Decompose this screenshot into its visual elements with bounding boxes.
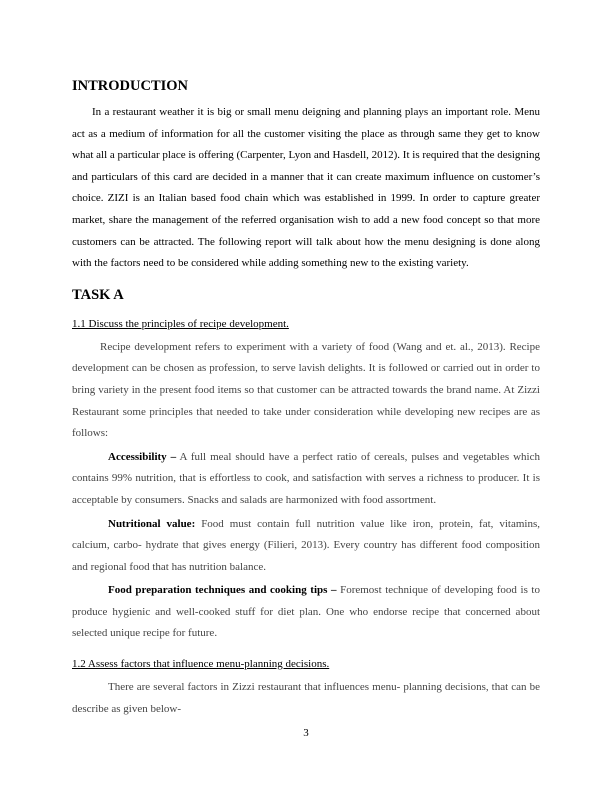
section-1-2-paragraph: There are several factors in Zizzi restaurant that influences menu- planning decisions, that can be describe as given below-	[72, 681, 540, 715]
introduction-heading: INTRODUCTION	[72, 78, 189, 94]
page-number: 3	[303, 727, 309, 739]
accessibility-paragraph	[72, 447, 540, 512]
section-1-1-title: 1.1 Discuss the principles of recipe development.	[72, 317, 289, 330]
section-1-1-paragraph: Recipe development refers to experiment with a variety of food (Wang and et. al., 2013). Recipe development can be chosen as profession, to serve lavish delights. It is followed or carried out in order to bring variety in the present food items so that customer can be attracted towards the brand name. At Zizzi Restaurant some principles that needed to take under consideration while developing new recipes are as follows:	[72, 340, 540, 440]
food-prep-text: Foremost technique of developing food is to produce hygienic and well-cooked stuff for diet plan. One who endorse recipe that concerned about selected unique recipe for future.	[72, 584, 540, 640]
document-page	[72, 76, 540, 720]
food-prep-paragraph	[72, 580, 540, 645]
accessibility-text: A full meal should have a perfect ratio of cereals, pulses and vegetables which contains 99% nutrition, that is effortless to cook, and satisfaction with serves a richness to producer. It is acceptable by consumers. Snacks and salads are harmonized with food assortment.	[72, 450, 540, 506]
task-a-heading: TASK A	[72, 286, 124, 303]
introduction-paragraph: In a restaurant weather it is big or small menu deigning and planning plays an important role. Menu act as a medium of information for all the customer visiting the place as through same they get to know what all a particular place is offering (Carpenter, Lyon and Hasdell, 2012). It is required that the designing and particulars of this card are decided in a manner that it can create maximum influence on customer’s choice. ZIZI is an Italian based food chain which was established in 1999. In order to capture greater market, share the management of the referred organisation wish to add a new food concept so that more customers can be attracted. The following report will talk about how the menu designing is done along with the factors need to be considered while adding something new to the existing variety.	[72, 106, 540, 270]
section-1-2-title: 1.2 Assess factors that influence menu-planning decisions.	[72, 658, 330, 671]
nutritional-text: Food must contain full nutrition value like iron, protein, fat, vitamins, calcium, carbo- hydrate that gives energy (Filieri, 2013). Every country has different food composition and regional food that has nutrition balance.	[72, 517, 540, 573]
food-prep-label: Food preparation techniques and cooking tips –	[108, 584, 337, 597]
accessibility-label: Accessibility –	[108, 450, 177, 463]
nutritional-label: Nutritional value:	[108, 517, 196, 530]
nutritional-paragraph	[72, 514, 540, 579]
